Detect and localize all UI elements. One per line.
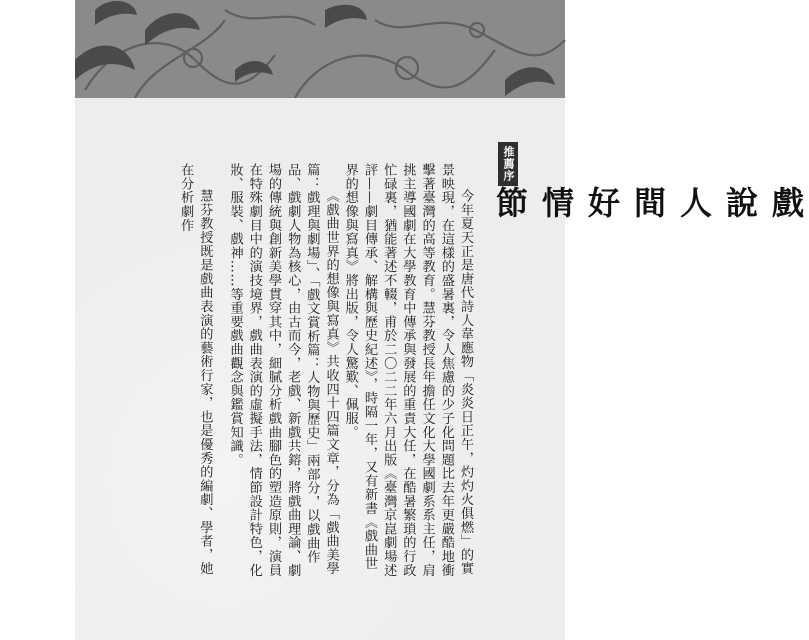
book-page xyxy=(75,0,805,640)
decorative-banner xyxy=(75,0,565,98)
chapter-title: 戲說人間好情節 xyxy=(491,186,805,221)
paragraph: 慧芬教授既是戲曲表演的藝術行家，也是優秀的編劇、學者，她在分析劇作 xyxy=(178,163,213,576)
floral-ornament-icon xyxy=(75,0,565,98)
body-text xyxy=(178,163,475,578)
paragraph: 《戲曲世界的想像與寫真》共收四十四篇文章，分為「戲曲美學篇：戲理與劇場」、「戲文賞析篇：人物與歷史」兩部分，以戲曲作品、戲劇人物為核心，由古而今，老戲、新戲共鎔，將戲曲理論、劇場的傳統與創新美學貫穿其中，細膩分析戲曲腳色的塑造原則，演員在特殊劇目中的演技境界，戲曲表演的虛擬手法，情節設計特色，化妝、服裝、戲神……等重要戲曲觀念與鑑賞知識。 xyxy=(227,163,339,577)
preface-badge: 推薦序 xyxy=(498,142,518,186)
paragraph: 今年夏天正是唐代詩人韋應物「炎炎日正午，灼灼火俱燃」的實景映現，在這樣的盛暑裏，令人焦慮的少子化問題比去年更嚴酷地衝擊著臺灣的高等教育。慧芬教授長年擔任文化大學國劇系系主任，肩挑主導國劇在大學教育中傳承與發展的重責大任，在酷暑繁瑣的行政忙碌裏，猶能著述不輟，甫於二〇二二年六月出版《臺灣京崑劇場述評——劇目傳承、解構與歷史紀述》，時隔一年，又有新書《戲曲世界的想像與寫真》將出版，令人驚歎、佩服。 xyxy=(342,163,473,577)
